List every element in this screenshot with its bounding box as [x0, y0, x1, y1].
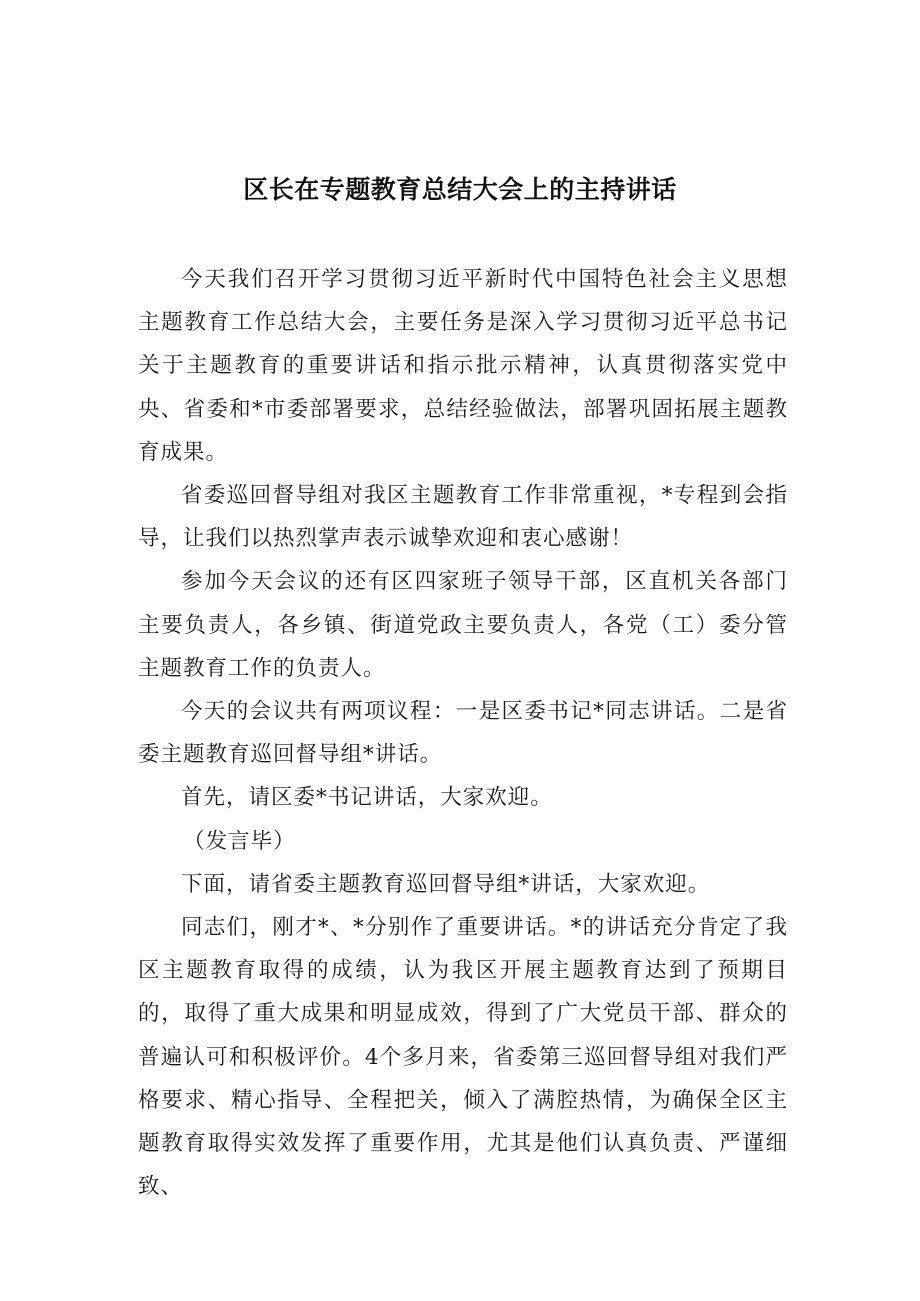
document-body [138, 258, 788, 1208]
paragraph-speech-end-note: （发言毕） [183, 828, 296, 854]
paragraph-summary: 同志们，刚才*、*分别作了重要讲话。*的讲话充分肯定了我区主题教育取得的成绩，认为我区开展主题教育达到了预期目的，取得了重大成果和明显成效，得到了广大党员干部、群众的普遍认可和积极评价。4个多月来，省委第三巡回督导组对我们严格要求、精心指导、全程把关，倾入了满腔热情，为确保全区主题教育取得实效发挥了重要作用，尤其是他们认真负责、严谨细致、 [138, 915, 788, 1200]
paragraph-first-speaker: 首先，请区委*书记讲话，大家欢迎。 [181, 785, 553, 811]
paragraph-welcome-inspection-group: 省委巡回督导组对我区主题教育工作非常重视，*专程到会指导，让我们以热烈掌声表示诚挚欢迎和衷心感谢！ [138, 483, 788, 552]
document-title: 区长在专题教育总结大会上的主持讲话 [243, 175, 677, 204]
paragraph-opening: 今天我们召开学习贯彻习近平新时代中国特色社会主义思想主题教育工作总结大会，主要任务是深入学习贯彻习近平总书记关于主题教育的重要讲话和指示批示精神，认真贯彻落实党中央、省委和*市委部署要求，总结经验做法，部署巩固拓展主题教育成果。 [138, 267, 788, 465]
paragraph-second-speaker: 下面，请省委主题教育巡回督导组*讲话，大家欢迎。 [181, 871, 711, 897]
paragraph-agenda: 今天的会议共有两项议程：一是区委书记*同志讲话。二是省委主题教育巡回督导组*讲话。 [138, 699, 788, 768]
paragraph-attendees: 参加今天会议的还有区四家班子领导干部，区直机关各部门主要负责人，各乡镇、街道党政主要负责人，各党（工）委分管主题教育工作的负责人。 [138, 569, 788, 681]
